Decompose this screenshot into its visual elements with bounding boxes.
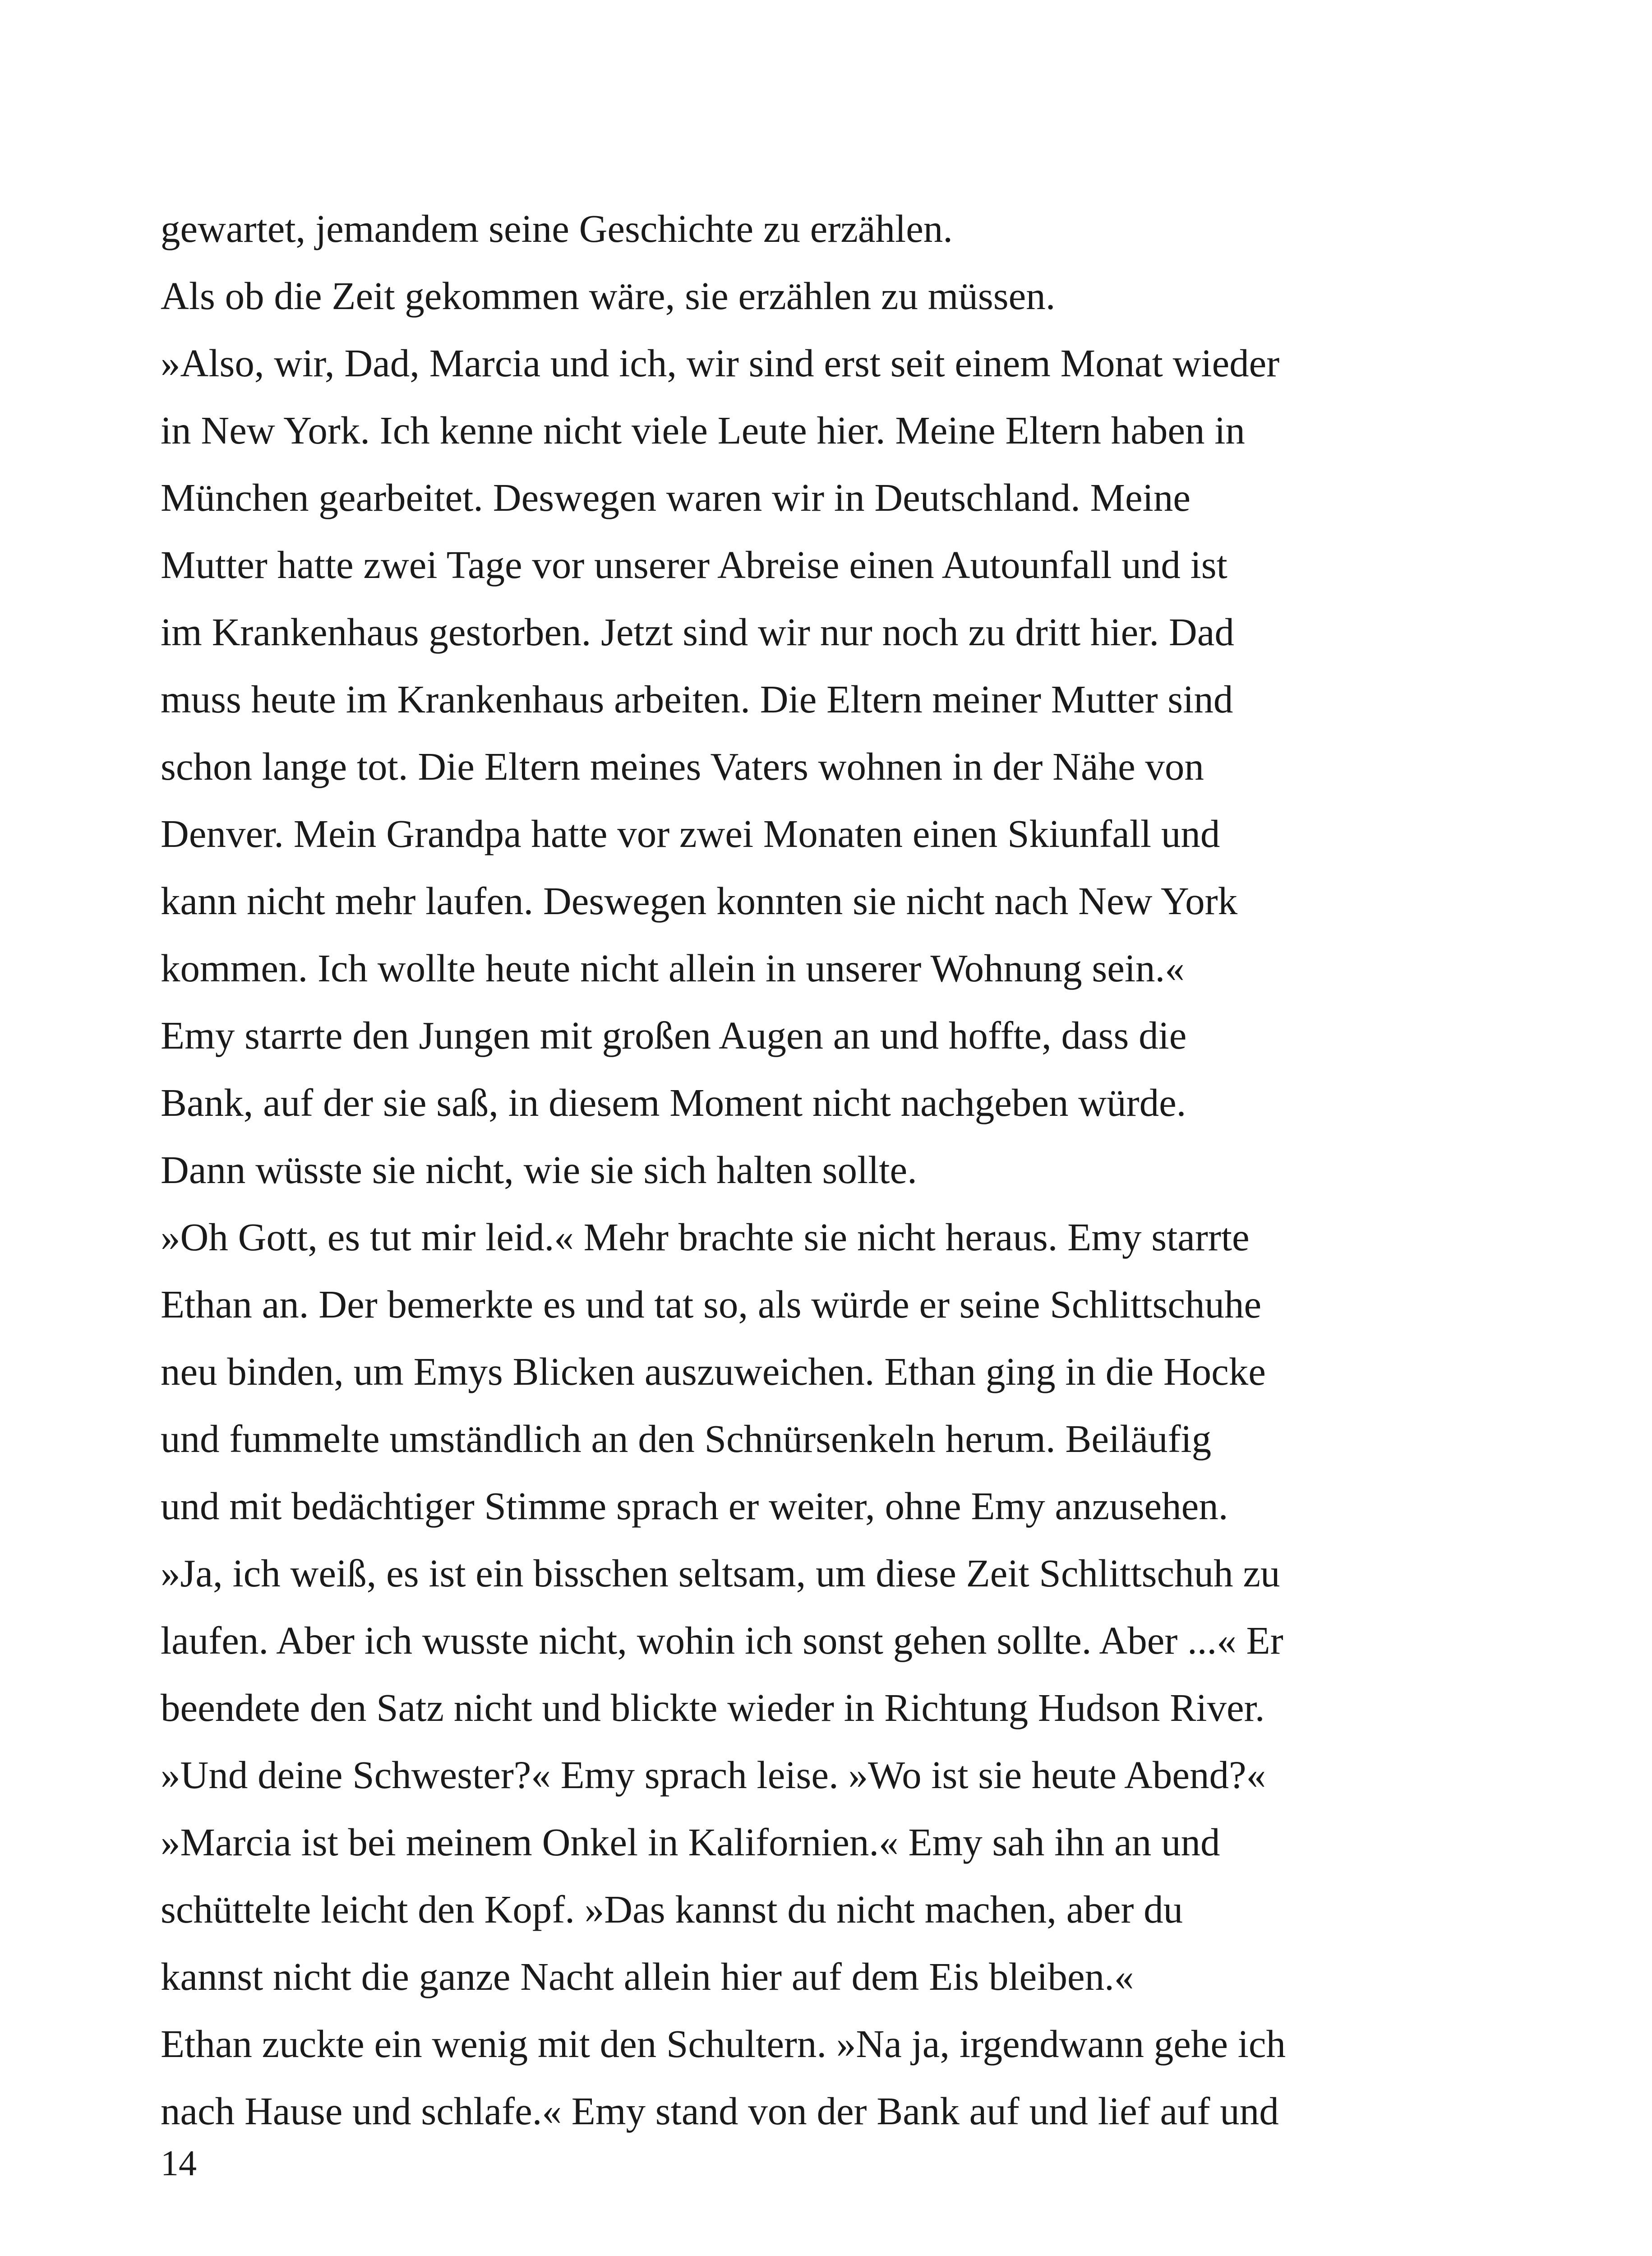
text-line: Als ob die Zeit gekommen wäre, sie erzählen zu müssen. — [161, 274, 1056, 318]
text-line: Bank, auf der sie saß, in diesem Moment nicht nachgeben würde. — [161, 1081, 1186, 1124]
text-line: schüttelte leicht den Kopf. »Das kannst du nicht machen, aber du — [161, 1887, 1183, 1931]
body-text — [161, 195, 1491, 2145]
text-line: Ethan an. Der bemerkte es und tat so, als würde er seine Schlittschuhe — [161, 1282, 1262, 1326]
text-line: im Krankenhaus gestorben. Jetzt sind wir nur noch zu dritt hier. Dad — [161, 610, 1234, 654]
text-line: »Oh Gott, es tut mir leid.« Mehr brachte sie nicht heraus. Emy starrte — [161, 1215, 1250, 1259]
text-line: Emy starrte den Jungen mit großen Augen an und hoffte, dass die — [161, 1013, 1187, 1057]
text-line: Mutter hatte zwei Tage vor unserer Abreise einen Autounfall und ist — [161, 543, 1227, 587]
text-line: kannst nicht die ganze Nacht allein hier auf dem Eis bleiben.« — [161, 1955, 1134, 1998]
text-line: »Marcia ist bei meinem Onkel in Kalifornien.« Emy sah ihn an und — [161, 1820, 1220, 1864]
text-line: kann nicht mehr laufen. Deswegen konnten sie nicht nach New York — [161, 879, 1238, 923]
text-line: neu binden, um Emys Blicken auszuweichen. Ethan ging in die Hocke — [161, 1350, 1266, 1393]
text-line: Dann wüsste sie nicht, wie sie sich halten sollte. — [161, 1148, 917, 1192]
text-line: und fummelte umständlich an den Schnürsenkeln herum. Beiläufig — [161, 1417, 1212, 1461]
text-line: »Ja, ich weiß, es ist ein bisschen seltsam, um diese Zeit Schlittschuh zu — [161, 1551, 1280, 1595]
text-line: und mit bedächtiger Stimme sprach er weiter, ohne Emy anzusehen. — [161, 1484, 1228, 1528]
text-line: gewartet, jemandem seine Geschichte zu erzählen. — [161, 207, 953, 250]
text-line: muss heute im Krankenhaus arbeiten. Die Eltern meiner Mutter sind — [161, 677, 1233, 721]
page-number: 14 — [161, 2144, 197, 2183]
text-line: »Und deine Schwester?« Emy sprach leise. »Wo ist sie heute Abend?« — [161, 1753, 1266, 1797]
text-line: laufen. Aber ich wusste nicht, wohin ich sonst gehen sollte. Aber ...« Er — [161, 1618, 1283, 1662]
text-line: »Also, wir, Dad, Marcia und ich, wir sind erst seit einem Monat wieder — [161, 341, 1280, 385]
text-line: beendete den Satz nicht und blickte wieder in Richtung Hudson River. — [161, 1686, 1265, 1729]
text-line: in New York. Ich kenne nicht viele Leute hier. Meine Eltern haben in — [161, 408, 1245, 452]
text-line: München gearbeitet. Deswegen waren wir in Deutschland. Meine — [161, 476, 1191, 519]
text-line: nach Hause und schlafe.« Emy stand von der Bank auf und lief auf und — [161, 2089, 1279, 2133]
text-line: Ethan zuckte ein wenig mit den Schultern. »Na ja, irgendwann gehe ich — [161, 2022, 1286, 2066]
text-line: schon lange tot. Die Eltern meines Vaters wohnen in der Nähe von — [161, 744, 1204, 788]
text-line: kommen. Ich wollte heute nicht allein in unserer Wohnung sein.« — [161, 946, 1185, 990]
text-line: Denver. Mein Grandpa hatte vor zwei Monaten einen Skiunfall und — [161, 812, 1220, 855]
